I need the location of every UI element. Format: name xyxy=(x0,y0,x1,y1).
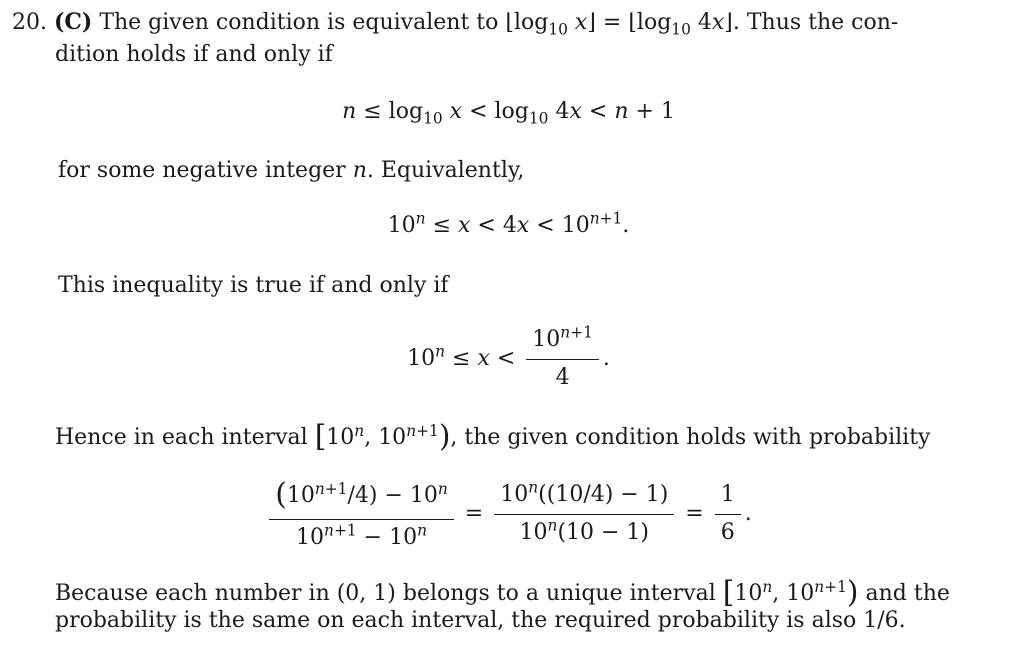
paragraph-2: for some negative integer n. Equivalently, xyxy=(58,158,525,183)
paragraph-4: Hence in each interval [10$^n$, $10^{n+1}$), the given condition holds with probability xyxy=(55,419,931,454)
paragraph-5-line-1: Because each number in (0, 1) belongs to a unique interval [10$^n$, $10^{n+1}$) and the xyxy=(55,575,950,610)
fraction-probability-a: $\frac{(10^{n+1}/4) - 10^n}{10^{n+1} - 10^n}$ xyxy=(269,476,454,552)
equation-3: $10^n \le x$ < $\frac{10^{n+1}}{4}$ . xyxy=(0,326,1017,392)
fraction-probability-b: $\frac{10^n((10/4) - 1)}{10^n(10 - 1)}$ xyxy=(494,481,674,547)
paragraph-3: This inequality is true if and only if xyxy=(58,273,449,298)
paragraph-5-line-2: probability is the same on each interval, the required probability is also 1/6. xyxy=(55,608,906,633)
equation-2: $10^n \le x < 4x < 10^{n+1}$. xyxy=(387,209,630,238)
solution-line-1: 20. (C) The given condition is equivalent to $⌊\log_{10}$ x⌋ = $⌊\log_{10}$ 4x⌋. Thus the con- xyxy=(12,9,899,39)
solution-line-2: dition holds if and only if xyxy=(55,42,333,67)
fraction-10n1-over-4: $\frac{10^{n+1}}{4}$ xyxy=(526,326,599,392)
problem-number: 20. xyxy=(12,10,47,35)
equation-1: $n \le \log_{10} x < \log_{10} 4x < n + 1$ xyxy=(342,99,675,128)
answer-choice: (C) xyxy=(54,9,93,35)
equation-4: $\frac{(10^{n+1}/4) - 10^n}{10^{n+1} - 10^n}$ = $\frac{10^n((10/4) - 1)}{10^n(10 - 1)}$ = $\frac{1}{6}$ . xyxy=(0,476,1017,552)
fraction-one-sixth: $\frac{1}{6}$ xyxy=(715,481,741,547)
